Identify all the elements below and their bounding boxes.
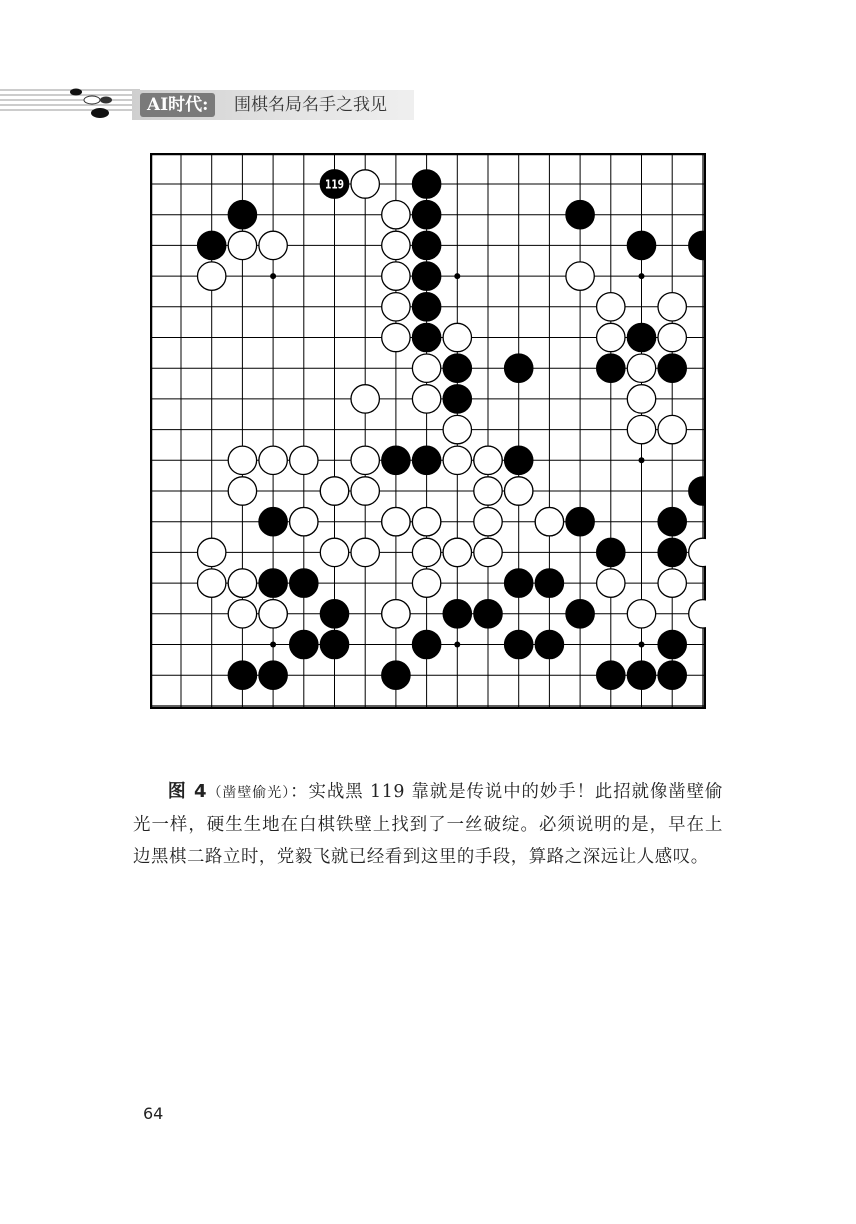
caption-body: ：实战黑 119 靠就是传说中的妙手！此招就像凿壁偷光一样，硬生生地在白棋铁壁上找到了一丝破绽。必须说明的是，早在上边黑棋二路立时，党毅飞就已经看到这里的手段，算路之深远让人感叹。: [133, 782, 723, 867]
white-stone: [198, 538, 226, 566]
white-stone: [351, 385, 379, 413]
white-stone: [474, 538, 502, 566]
header-ornament: [0, 86, 140, 120]
black-stone: [259, 508, 287, 536]
white-stone: [474, 508, 502, 536]
white-stone: [198, 262, 226, 290]
white-stone: [382, 323, 410, 351]
black-stone: [228, 201, 256, 229]
white-stone: [658, 293, 686, 321]
black-stone: [505, 446, 533, 474]
black-stone: [505, 630, 533, 658]
white-stone: [443, 415, 471, 443]
black-stone: [658, 630, 686, 658]
white-stone: [566, 262, 594, 290]
white-stone: [412, 508, 440, 536]
black-stone: [259, 661, 287, 689]
black-stone: [412, 630, 440, 658]
white-stone: [228, 446, 256, 474]
white-stone: [290, 446, 318, 474]
white-stone: [351, 446, 379, 474]
black-stone: [382, 661, 410, 689]
black-stone: [597, 538, 625, 566]
white-stone: [658, 569, 686, 597]
white-stone: [443, 446, 471, 474]
white-stone: [597, 293, 625, 321]
black-stone: [412, 446, 440, 474]
black-stone: [320, 600, 348, 628]
white-stone: [627, 385, 655, 413]
black-stone: [320, 630, 348, 658]
black-stone: [505, 354, 533, 382]
white-stone: [443, 538, 471, 566]
move-number-label: 119: [325, 176, 345, 192]
black-stone: [658, 538, 686, 566]
star-point: [454, 642, 460, 648]
black-stone: [627, 661, 655, 689]
white-stone: [228, 600, 256, 628]
white-stone: [382, 201, 410, 229]
black-stone: [627, 323, 655, 351]
black-stone: [566, 201, 594, 229]
white-stone: [412, 538, 440, 566]
black-stone: [566, 600, 594, 628]
white-stone: [382, 231, 410, 259]
black-stone: [505, 569, 533, 597]
white-stone: [228, 477, 256, 505]
white-stone: [597, 569, 625, 597]
black-stone: [658, 661, 686, 689]
white-stone: [627, 354, 655, 382]
black-stone: [228, 661, 256, 689]
star-point: [270, 642, 276, 648]
white-stone: [658, 415, 686, 443]
black-stone: [412, 323, 440, 351]
black-stone: [535, 569, 563, 597]
white-stone: [627, 415, 655, 443]
black-stone: [474, 600, 502, 628]
white-stone: [382, 262, 410, 290]
series-tag: AI时代:: [140, 93, 215, 117]
white-stone: [658, 323, 686, 351]
black-stone: [382, 446, 410, 474]
white-stone: [412, 569, 440, 597]
white-stone: [535, 508, 563, 536]
black-stone: [658, 354, 686, 382]
white-stone: [505, 477, 533, 505]
star-point: [639, 642, 645, 648]
white-stone: [259, 600, 287, 628]
white-stone: [627, 600, 655, 628]
book-title: 围棋名局名手之我见: [234, 95, 387, 115]
white-stone: [382, 293, 410, 321]
white-stone: [474, 477, 502, 505]
white-stone: [474, 446, 502, 474]
white-stone: [198, 569, 226, 597]
star-point: [270, 273, 276, 279]
star-point: [639, 457, 645, 463]
star-point: [639, 273, 645, 279]
white-stone: [351, 538, 379, 566]
white-stone: [290, 508, 318, 536]
white-stone: [259, 231, 287, 259]
white-stone: [228, 569, 256, 597]
star-point: [454, 273, 460, 279]
white-stone: [320, 538, 348, 566]
white-stone: [259, 446, 287, 474]
black-stone: [566, 508, 594, 536]
black-stone: [597, 354, 625, 382]
white-stone: [351, 170, 379, 198]
figure-label: 图 4: [167, 781, 208, 802]
black-stone: [412, 262, 440, 290]
white-stone: [351, 477, 379, 505]
figure-caption: [133, 776, 723, 873]
white-stone: [412, 354, 440, 382]
white-stone: [443, 323, 471, 351]
black-stone: [412, 293, 440, 321]
white-stone: [320, 477, 348, 505]
white-stone: [597, 323, 625, 351]
page-number: 64: [143, 1104, 164, 1123]
black-stone: [627, 231, 655, 259]
black-stone: [290, 569, 318, 597]
white-stone: [382, 600, 410, 628]
black-stone: [412, 201, 440, 229]
black-stone: [412, 170, 440, 198]
black-stone: [443, 354, 471, 382]
go-board-diagram: [150, 153, 706, 709]
black-stone: [443, 385, 471, 413]
figure-note: （凿壁偷光）: [207, 785, 291, 801]
black-stone: [290, 630, 318, 658]
white-stone: [412, 385, 440, 413]
white-stone: [382, 508, 410, 536]
black-stone: [597, 661, 625, 689]
white-stone: [228, 231, 256, 259]
black-stone: [658, 508, 686, 536]
black-stone: [198, 231, 226, 259]
black-stone: [412, 231, 440, 259]
black-stone: [259, 569, 287, 597]
black-stone: [535, 630, 563, 658]
black-stone: [443, 600, 471, 628]
